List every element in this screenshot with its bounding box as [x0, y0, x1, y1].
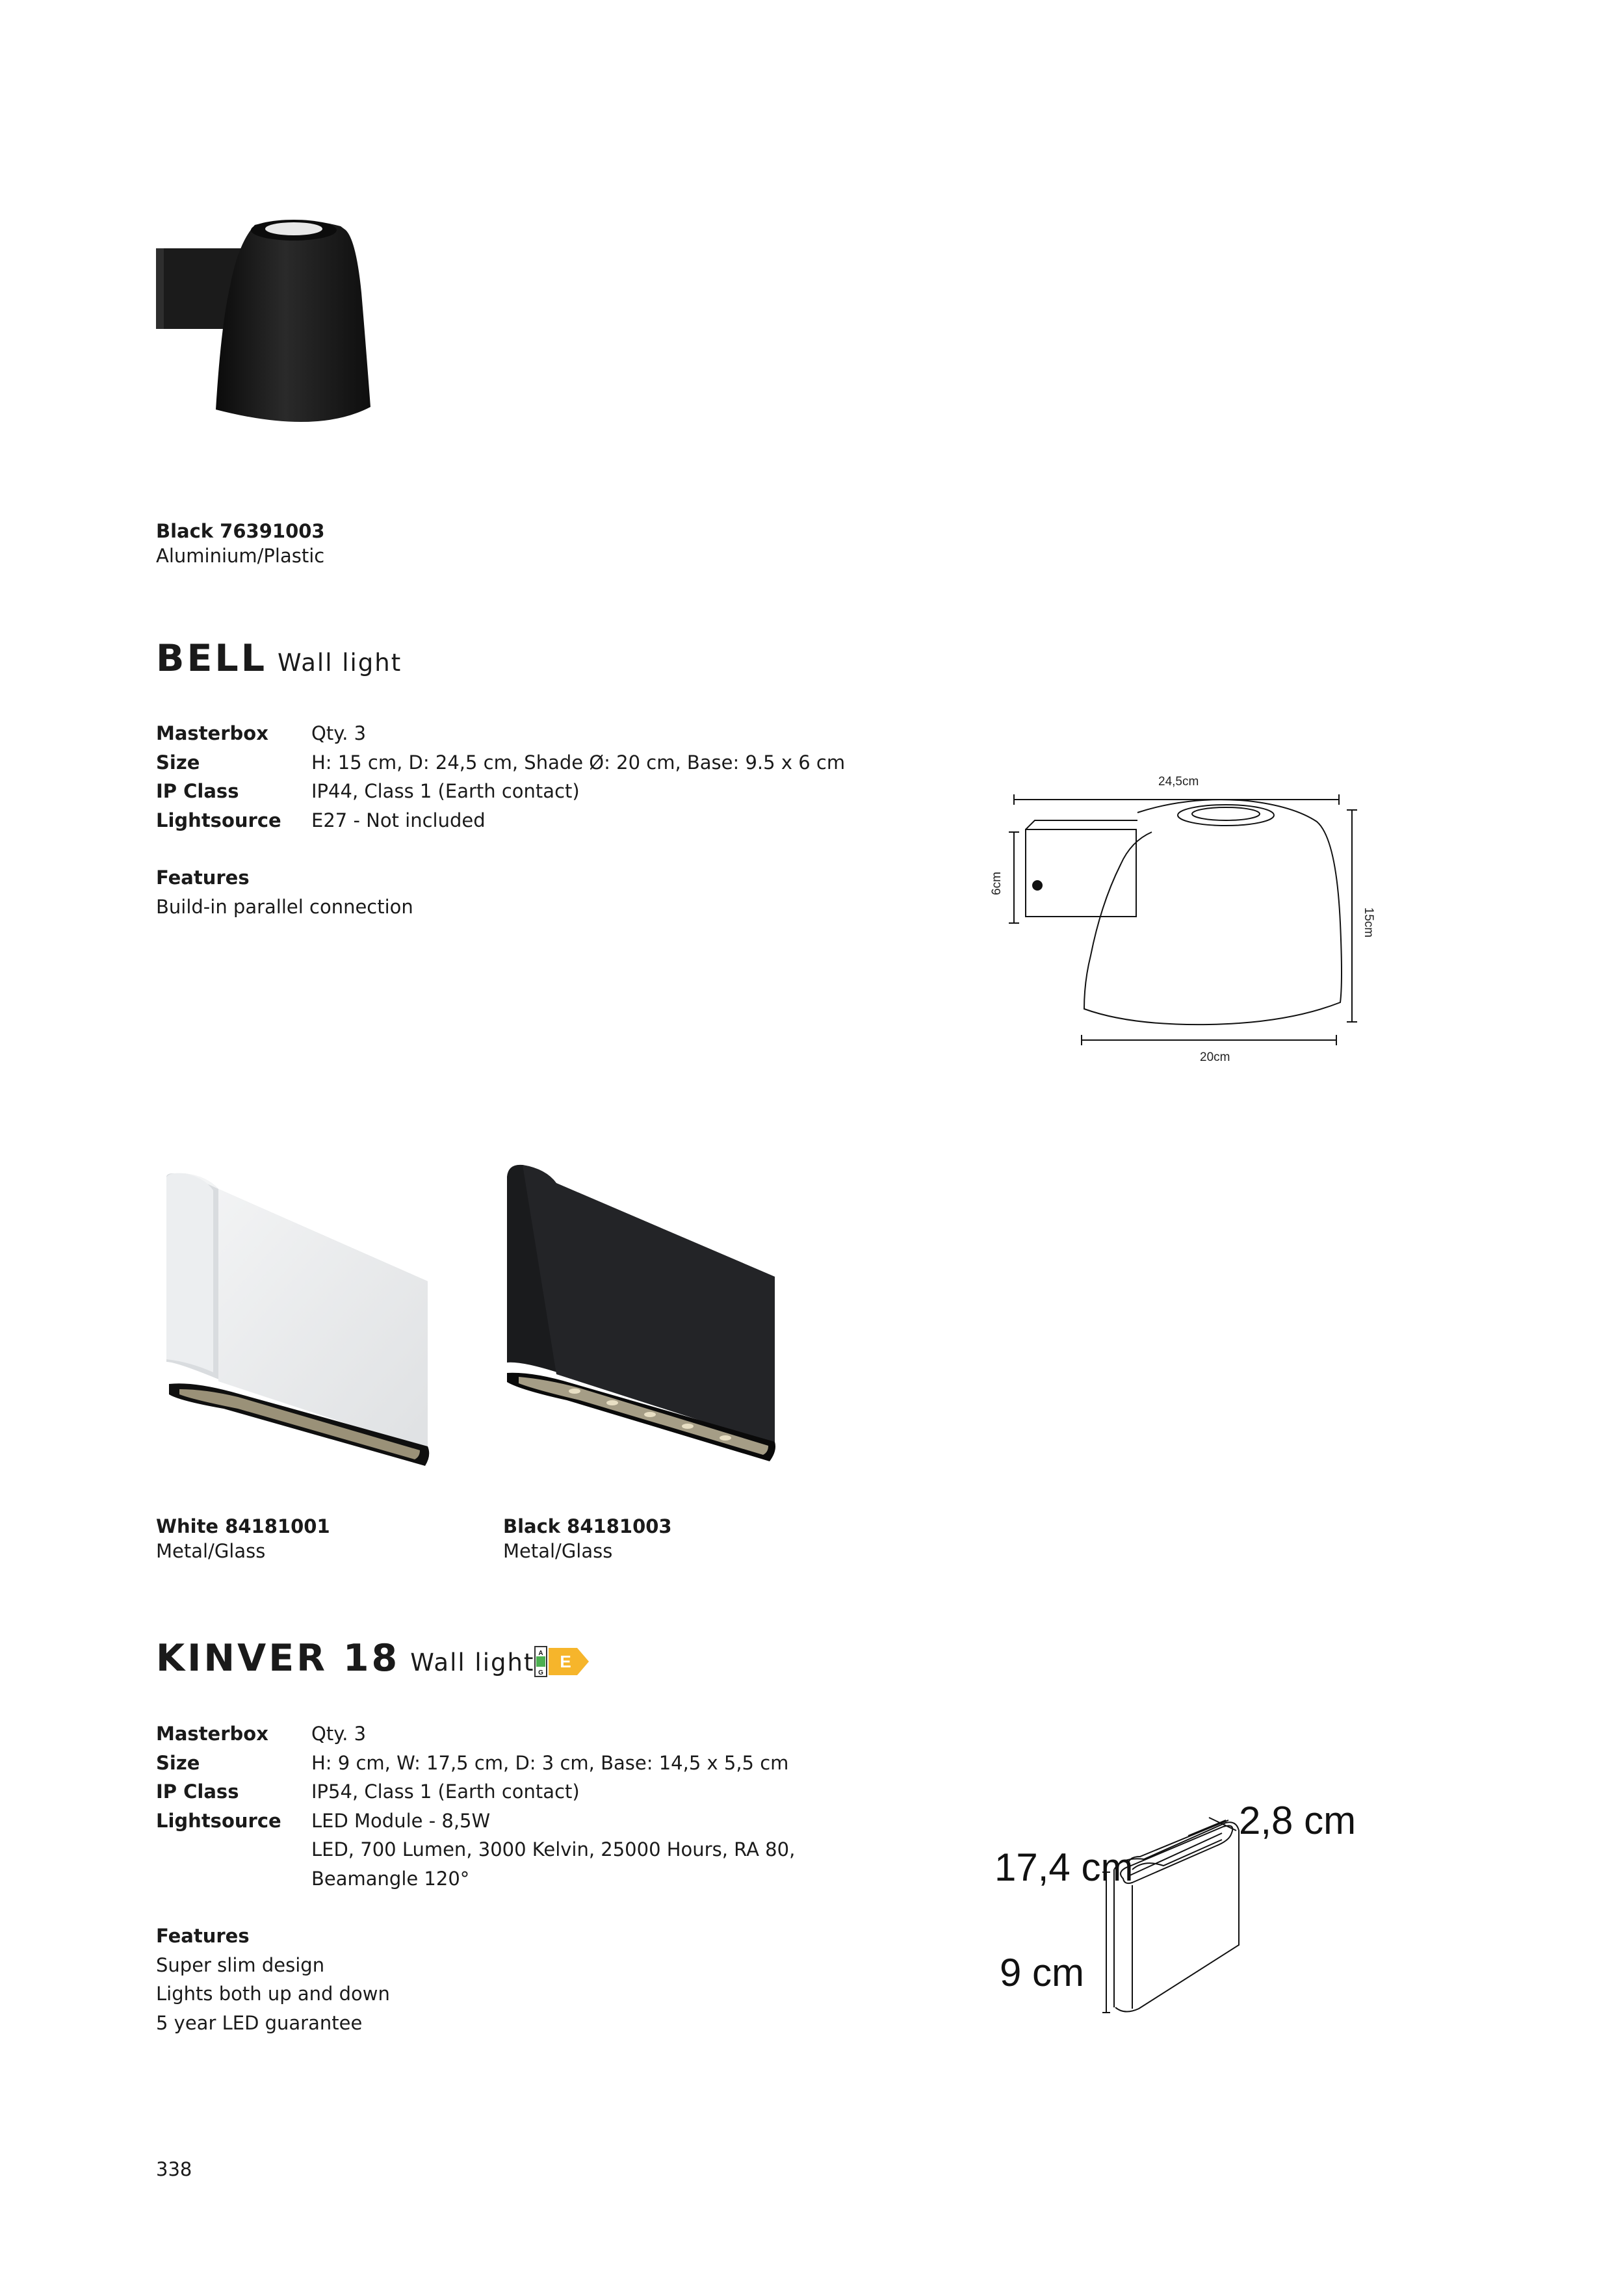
- bell-dim-base-height: 6cm: [989, 872, 1004, 895]
- bell-dim-height: 15cm: [1362, 907, 1376, 938]
- feature-item: Build-in parallel connection: [156, 895, 413, 918]
- bell-variant: [156, 519, 325, 568]
- kinver-black-photo: [497, 1158, 779, 1474]
- spec-row: Masterbox Qty. 3: [156, 722, 367, 744]
- kinver-features: [156, 1922, 390, 2037]
- bell-product-photo: [153, 215, 439, 449]
- kinver-black-variant-material: Metal/Glass: [503, 1540, 613, 1562]
- feature-item: Lights both up and down: [156, 1983, 390, 2005]
- spec-row: Lightsource E27 - Not included: [156, 809, 486, 831]
- bell-dimension-drawing: [975, 767, 1378, 1079]
- spec-row: Size H: 15 cm, D: 24,5 cm, Shade Ø: 20 cm, Base: 9.5 x 6 cm: [156, 751, 846, 774]
- kinver-black-variant: [503, 1514, 672, 1563]
- kinver-white-variant: [156, 1514, 330, 1563]
- bell-title-block: [156, 637, 402, 680]
- kinver-white-variant-material: Metal/Glass: [156, 1540, 266, 1562]
- kinver-spec-table: [156, 1719, 871, 1893]
- bell-variant-name: Black 76391003: [156, 520, 325, 542]
- kinver-dimension-drawing: [994, 1794, 1397, 2035]
- energy-scale-top: A: [538, 1650, 543, 1657]
- kinver-white-variant-name: White 84181001: [156, 1515, 330, 1537]
- bell-variant-material: Aluminium/Plastic: [156, 545, 325, 567]
- bell-product-subtitle: Wall light: [278, 649, 402, 677]
- spec-row: IP Class IP44, Class 1 (Earth contact): [156, 780, 580, 802]
- kinver-product-subtitle: Wall light: [410, 1649, 535, 1676]
- page-number: 338: [156, 2158, 192, 2180]
- kinver-title-block: [156, 1637, 534, 1680]
- spec-row: IP Class IP54, Class 1 (Earth contact): [156, 1781, 580, 1803]
- kinver-dim-width: 17,4 cm: [994, 1846, 1134, 1889]
- bell-product-title: BELL: [156, 637, 268, 680]
- bell-dim-depth: 24,5cm: [1158, 775, 1199, 789]
- feature-item: 5 year LED guarantee: [156, 2011, 363, 2034]
- feature-item: Super slim design: [156, 1953, 325, 1976]
- spec-row: Lightsource LED Module - 8,5W: [156, 1809, 491, 1832]
- energy-class: E: [560, 1652, 571, 1671]
- energy-label-badge: [534, 1646, 590, 1677]
- features-heading: Features: [156, 1925, 250, 1947]
- energy-scale-bottom: G: [538, 1669, 543, 1676]
- kinver-white-photo: [153, 1167, 433, 1476]
- bell-spec-table: [156, 719, 871, 835]
- kinver-dim-height: 9 cm: [1000, 1951, 1085, 1994]
- kinver-dim-depth: 2,8 cm: [1239, 1799, 1357, 1842]
- bell-dim-shade: 20cm: [1200, 1050, 1230, 1064]
- bell-features: [156, 863, 413, 921]
- kinver-product-title: KINVER 18: [156, 1637, 400, 1680]
- kinver-black-variant-name: Black 84181003: [503, 1515, 672, 1537]
- spec-row: LED, 700 Lumen, 3000 Kelvin, 25000 Hours, RA 80,: [311, 1838, 796, 1860]
- features-heading: Features: [156, 867, 250, 889]
- spec-row: Beamangle 120°: [311, 1867, 470, 1890]
- spec-row: Size H: 9 cm, W: 17,5 cm, D: 3 cm, Base: 14,5 x 5,5 cm: [156, 1751, 789, 1774]
- spec-row: Masterbox Qty. 3: [156, 1723, 367, 1745]
